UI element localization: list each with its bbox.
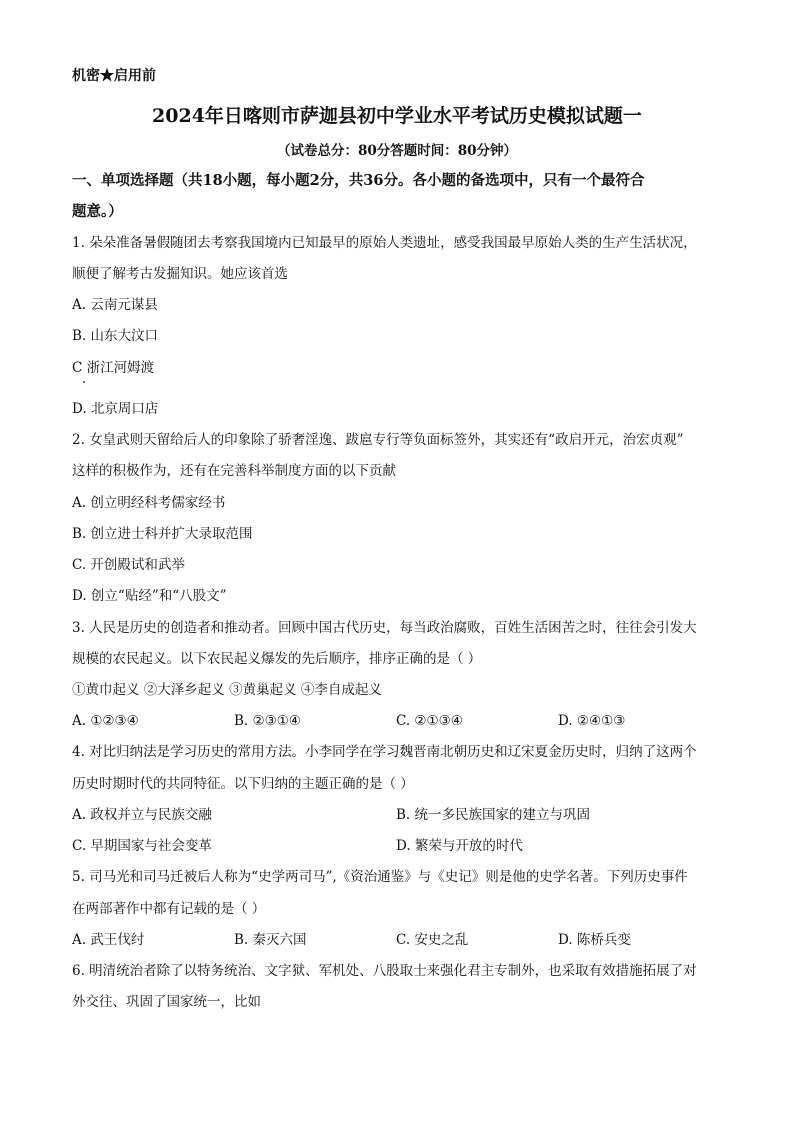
stray-mark [83,381,85,383]
question-2-option-a: A. 创立明经科考儒家经书 [72,495,226,511]
question-4-option-d: D. 繁荣与开放的时代 [396,838,523,854]
question-3-stem-line1: 3. 人民是历史的创造者和推动者。回顾中国古代历史，每当政治腐败，百姓生活困苦之时，往往会引发大 [72,620,697,636]
question-2-option-c: C. 开创殿试和武举 [72,557,185,573]
question-2-option-d: D. 创立“贴经”和“八股文” [72,588,227,604]
question-1-option-a: A. 云南元谋县 [72,297,158,313]
question-1-option-d: D. 北京周口店 [72,401,159,417]
question-4-stem-line1: 4. 对比归纳法是学习历史的常用方法。小李同学在学习魏晋南北朝历史和辽宋夏金历史时，归纳了这两个 [72,744,697,760]
page-title: 2024年日喀则市萨迦县初中学业水平考试历史模拟试题一 [152,105,642,127]
question-1-option-b: B. 山东大汶口 [72,328,159,344]
question-5-stem-line2: 在两部著作中都有记载的是（ ） [72,901,266,917]
question-6-stem-line2: 外交往、巩固了国家统一，比如 [72,994,261,1010]
confidential-label: 机密★启用前 [72,68,156,84]
question-2-stem-line1: 2. 女皇武则天留给后人的印象除了骄奢淫逸、跋扈专行等负面标签外，其实还有“政启开元，治宏贞观” [72,432,684,448]
question-6-stem-line1: 6. 明清统治者除了以特务统治、文字狱、军机处、八股取士来强化君主专制外，也采取有效措施拓展了对 [72,963,697,979]
question-4-option-c: C. 早期国家与社会变革 [72,838,212,854]
question-1-option-c: C 浙江河姆渡 [72,360,155,376]
question-5-option-c: C. 安史之乱 [396,932,469,948]
question-3-option-d: D. ②④①③ [558,713,626,729]
question-4-stem-line2: 历史时期时代的共同特征。以下归纳的主题正确的是（ ） [72,776,414,792]
section-heading-line1: 一、单项选择题（共18小题，每小题2分，共36分。各小题的备选项中，只有一个最符合 [72,172,645,189]
question-3-option-c: C. ②①③④ [396,713,463,729]
question-4-option-b: B. 统一多民族国家的建立与巩固 [396,807,591,823]
question-3-option-a: A. ①②③④ [72,713,139,729]
question-2-stem-line2: 这样的积极作为，还有在完善科举制度方面的以下贡献 [72,463,396,479]
exam-info: （试卷总分：80分答题时间：80分钟） [276,143,518,159]
question-5-option-a: A. 武王伐纣 [72,932,145,948]
question-3-stem-line2: 规模的农民起义。以下农民起义爆发的先后顺序，排序正确的是（ ） [72,651,482,667]
question-2-option-b: B. 创立进士科并扩大录取范围 [72,526,253,542]
question-5-option-d: D. 陈桥兵变 [558,932,631,948]
question-1-stem-line1: 1. 朵朵准备暑假随团去考察我国境内已知最早的原始人类遗址，感受我国最早原始人类的生产生活状况， [72,235,697,251]
question-5-stem-line1: 5. 司马光和司马迁被后人称为“史学两司马”,《资治通鉴》与《史记》则是他的史学名著。下列历史事件 [72,869,688,885]
question-1-stem-line2: 顺便了解考古发掘知识。她应该首选 [72,266,288,282]
question-5-option-b: B. 秦灭六国 [234,932,307,948]
section-heading-line2: 题意。） [72,203,123,220]
question-3-option-b: B. ②③①④ [234,713,301,729]
question-3-items: ①黄巾起义 ②大泽乡起义 ③黄巢起义 ④李自成起义 [72,682,382,698]
question-4-option-a: A. 政权并立与民族交融 [72,807,212,823]
